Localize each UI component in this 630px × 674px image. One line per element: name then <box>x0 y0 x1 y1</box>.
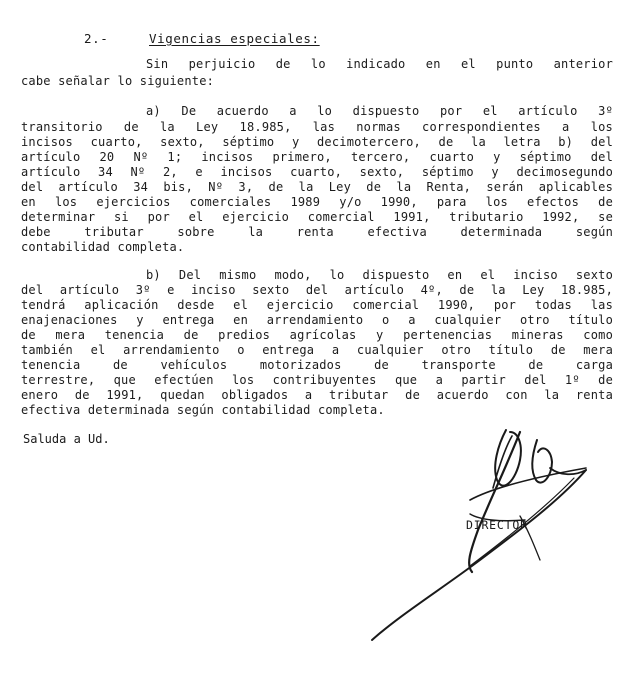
paragraph-a-line: transitorio de la Ley 18.985, las normas correspondientes a los <box>21 120 613 134</box>
paragraph-a-line: contabilidad completa. <box>21 240 185 254</box>
section-number: 2.- <box>84 31 109 46</box>
intro-line: cabe señalar lo siguiente: <box>21 74 215 88</box>
paragraph-b-line: también el arrendamiento o entrega a cualquier otro título de mera <box>21 343 613 357</box>
intro-line: Sin perjuicio de lo indicado en el punto anterior <box>146 57 613 71</box>
paragraph-a-line: determinar si por el ejercicio comercial 1991, tributario 1992, se <box>21 210 613 224</box>
closing-salutation: Saluda a Ud. <box>23 432 110 446</box>
paragraph-a-line: artículo 20 Nº 1; incisos primero, tercero, cuarto y séptimo del <box>21 150 613 164</box>
paragraph-a-line: del artículo 34 bis, Nº 3, de la Ley de la Renta, serán aplicables <box>21 180 613 194</box>
paragraph-b-line: terrestre, que efectúen los contribuyentes que a partir del 1º de <box>21 373 613 387</box>
paragraph-b-line: efectiva determinada según contabilidad completa. <box>21 403 385 417</box>
signature-title: DIRECTOR <box>466 518 528 532</box>
paragraph-b-line: b) Del mismo modo, lo dispuesto en el inciso sexto <box>146 268 613 282</box>
paragraph-a-line: debe tributar sobre la renta efectiva determinada según <box>21 225 613 239</box>
paragraph-b-line: de mera tenencia de predios agrícolas y pertenencias mineras como <box>21 328 613 342</box>
paragraph-a-line: artículo 34 Nº 2, e incisos cuarto, sexto, séptimo y decimosegundo <box>21 165 613 179</box>
paragraph-b-line: tendrá aplicación desde el ejercicio comercial 1990, por todas las <box>21 298 613 312</box>
paragraph-b-line: enero de 1991, quedan obligados a tributar de acuerdo con la renta <box>21 388 613 402</box>
section-title: Vigencias especiales: <box>149 31 320 46</box>
paragraph-a-line: en los ejercicios comerciales 1989 y/o 1990, para los efectos de <box>21 195 613 209</box>
paragraph-a-line: a) De acuerdo a lo dispuesto por el artículo 3º <box>146 104 613 118</box>
paragraph-b-line: enajenaciones y entrega en arrendamiento o a cualquier otro título <box>21 313 613 327</box>
paragraph-a-line: incisos cuarto, sexto, séptimo y decimotercero, de la letra b) del <box>21 135 613 149</box>
paragraph-b-line: del artículo 3º e inciso sexto del artículo 4º, de la Ley 18.985, <box>21 283 613 297</box>
paragraph-b-line: tenencia de vehículos motorizados de transporte de carga <box>21 358 613 372</box>
